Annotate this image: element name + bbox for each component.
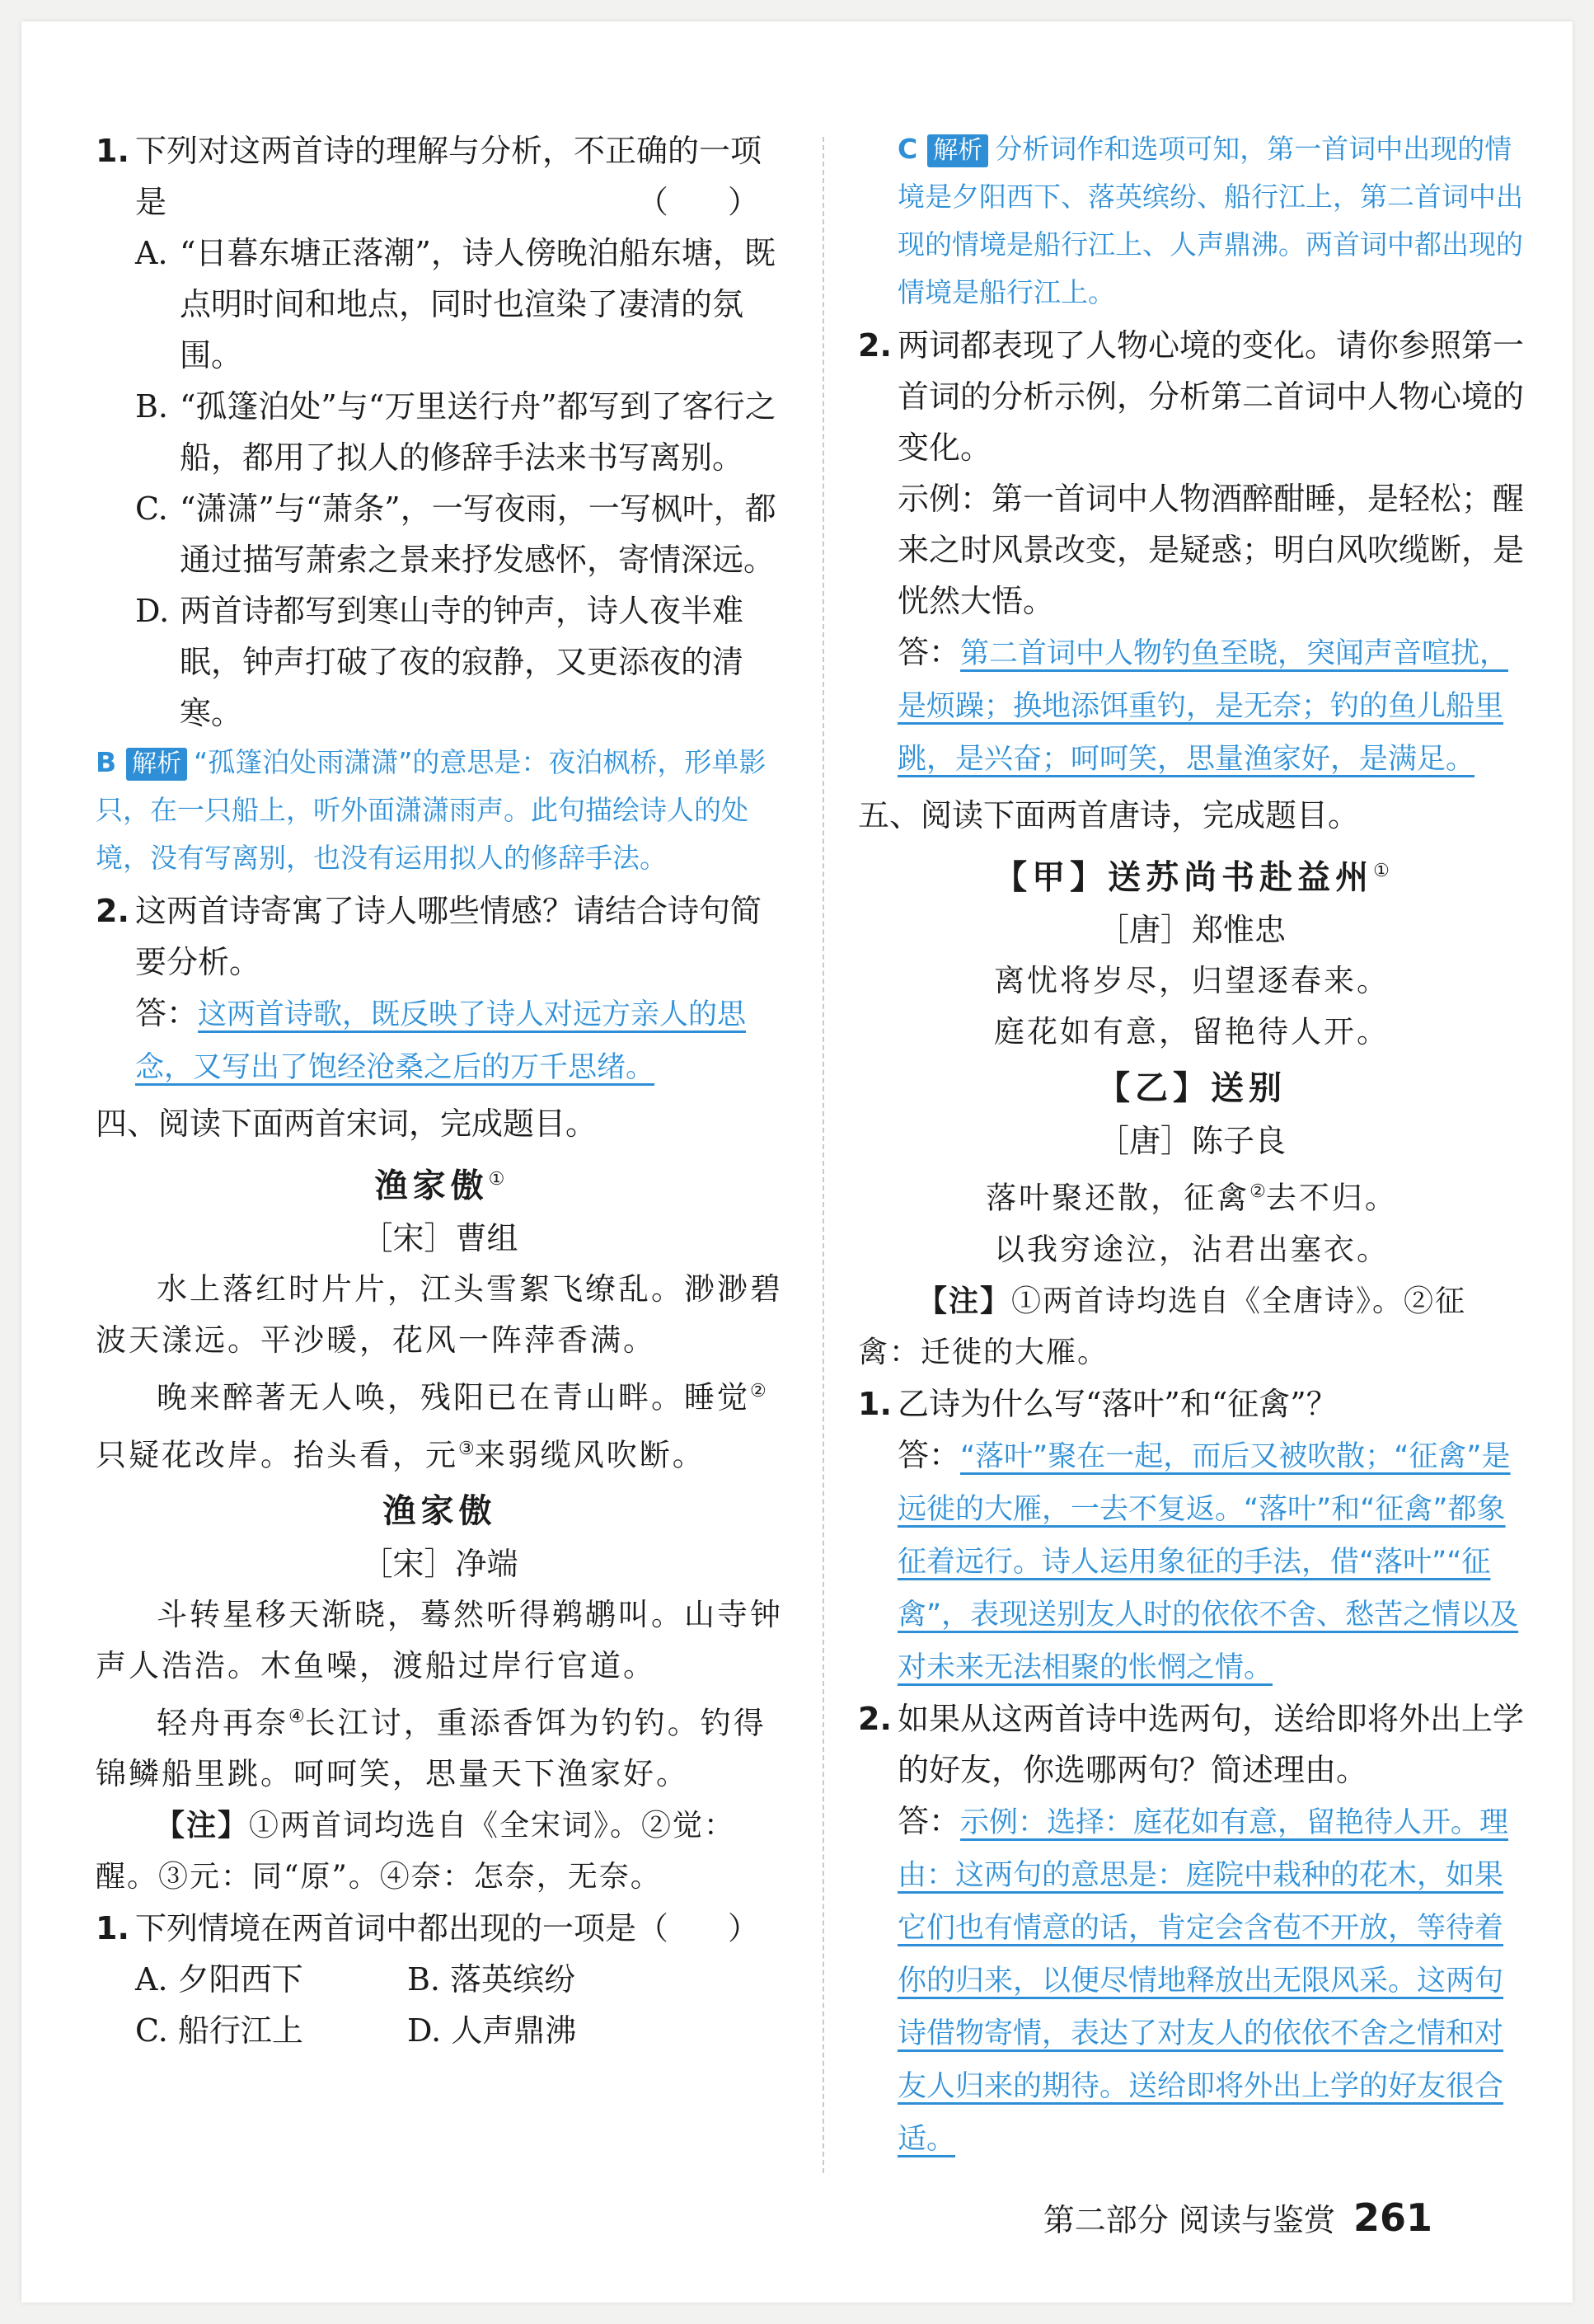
poem-title: 【甲】送苏尚书赴益州① (994, 857, 1390, 897)
analysis-text: “孤篷泊处雨潇潇”的意思是：夜泊枫桥，形单影只，在一只船上，听外面潇潇雨声。此句描绘诗人的处境，没有写离别，也没有运用拟人的修辞手法。 (96, 746, 767, 874)
option-label: B. (135, 388, 169, 425)
answer-analysis (96, 739, 784, 882)
section-heading: 四、阅读下面两首宋词，完成题目。 (96, 1106, 598, 1142)
answer-label: 答： (135, 995, 199, 1031)
footnote: 【注】①两首诗均选自《全唐诗》。②征禽：迁徙的大雁。 (858, 1283, 1467, 1369)
question-number: 2. (858, 327, 892, 364)
poem-line: 水上落红时片片，江头雪絮飞缭乱。渺渺碧波天漾远。平沙暖，花风一阵萍香满。 (96, 1271, 783, 1359)
answer (858, 1796, 1526, 2165)
example: 示例：第一首词中人物酒醉酣睡，是轻松；醒来之时风景改变，是疑惑；明白风吹缆断，是恍然大悟。 (898, 481, 1525, 619)
page (21, 21, 1573, 2303)
question-text: 如果从这两首诗中选两句，送给即将外出上学的好友，你选哪两句？简述理由。 (898, 1700, 1525, 1788)
left-column (96, 125, 784, 2056)
option-label: C. (135, 491, 168, 527)
question-number: 1. (858, 1385, 892, 1422)
footer-part: 第二部分 (1043, 2202, 1169, 2238)
answer-letter: C (898, 133, 918, 165)
poem-author: ［唐］郑惟忠 (1097, 912, 1286, 949)
answer-label: 答： (898, 634, 961, 670)
question-number: 1. (96, 1910, 129, 1947)
question-1 (858, 1378, 1526, 1430)
option-b: B. 落英缤纷 (407, 1961, 576, 1998)
poem-author: ［唐］陈子良 (1097, 1123, 1286, 1160)
answer (858, 1430, 1526, 1693)
option-label: A. (135, 235, 168, 271)
poem-line: 晚来醉著无人唤，残阳已在青山畔。睡觉②只疑花改岸。抬头看，元③来弱缆风吹断。 (96, 1379, 767, 1472)
option-label: D. (135, 593, 170, 629)
question-text: 两词都表现了人物心境的变化。请你参照第一首词的分析示例，分析第二首词中人物心境的变化。 (898, 327, 1525, 466)
answer-letter: B (96, 746, 117, 778)
column-divider (823, 137, 824, 2173)
analysis-tag: 解析 (927, 134, 988, 167)
answer-label: 答： (898, 1802, 961, 1839)
answer (858, 627, 1526, 785)
poem-line: 轻舟再奈④长江讨，重添香饵为钓钓。钓得锦鳞船里跳。呵呵笑，思量天下渔家好。 (96, 1705, 767, 1792)
answer-text: 第二首词中人物钓鱼至晓，突闻声音喧扰，是烦躁；换地添饵重钓，是无奈；钓的鱼儿船里跳，是兴奋；呵呵笑，思量渔家好，是满足。 (898, 637, 1509, 776)
poem-line: 离忧将岁尽，归望逐春来。 (994, 963, 1390, 999)
option-text: “潇潇”与“萧条”，一写夜雨，一写枫叶，都通过描写萧索之景来抒发感怀，寄情深远。 (180, 491, 776, 578)
answer-analysis (858, 125, 1526, 317)
option-row (96, 1954, 784, 2005)
answer-text: 示例：选择：庭花如有意，留艳待人开。理由：这两句的意思是：庭院中栽种的花木，如果它们也有情意的话，肯定会含苞不开放，等待着你的归来，以便尽情地释放出无限风采。这两句诗借物寄情，表达了对友人的依依不舍之情和对友人归来的期待。送给即将外出上学的好友很合适。 (898, 1805, 1509, 2156)
question-1 (96, 125, 784, 228)
answer-text: 这两首诗歌，既反映了诗人对远方亲人的思念，又写出了饱经沧桑之后的万千思绪。 (135, 998, 747, 1084)
page-number: 261 (1353, 2195, 1432, 2240)
poem-title: 渔家傲① (374, 1166, 505, 1205)
footer-section: 阅读与鉴赏 (1178, 2202, 1335, 2238)
poem-title: 渔家傲 (382, 1491, 497, 1530)
answer-blank: （ ） (636, 1910, 784, 1947)
option-row (96, 2005, 784, 2056)
section-heading: 五、阅读下面两首唐诗，完成题目。 (858, 797, 1360, 833)
question-2 (858, 320, 1526, 473)
right-column (858, 125, 1526, 2165)
option-c (96, 483, 784, 585)
question-number: 2. (96, 893, 129, 929)
question-number: 1. (96, 133, 129, 169)
option-d (96, 585, 784, 739)
option-d: D. 人声鼎沸 (407, 2012, 577, 2049)
answer-label: 答： (898, 1436, 961, 1473)
poem-title: 【乙】送别 (1097, 1068, 1287, 1108)
question-2 (96, 885, 784, 988)
question-text: 这两首诗寄寓了诗人哪些情感？请结合诗句简要分析。 (135, 893, 762, 980)
option-text: 两首诗都写到寒山寺的钟声，诗人夜半难眠，钟声打破了夜的寂静，又更添夜的清寒。 (180, 593, 744, 731)
footnote: 【注】①两首词均选自《全宋词》。②觉：醒。③元：同“原”。④奈：怎奈，无奈。 (96, 1808, 736, 1894)
question-text: 下列情境在两首词中都出现的一项是 (135, 1910, 637, 1947)
answer-text: “落叶”聚在一起，而后又被吹散；“征禽”是远徙的大雁，一去不复返。“落叶”和“征禽”都象征着远行。诗人运用象征的手法，借“落叶”“征禽”，表现送别友人时的依依不舍、愁苦之情以及对未来无法相聚的怅惘之情。 (898, 1439, 1519, 1684)
option-c: C. 船行江上 (135, 2012, 303, 2049)
question-2 (858, 1693, 1526, 1796)
option-text: “日暮东塘正落潮”，诗人傍晚泊船东塘，既点明时间和地点，同时也渲染了凄清的氛围。 (180, 235, 776, 373)
footnote-marker: ① (1373, 861, 1390, 881)
option-a (96, 228, 784, 381)
option-text: “孤篷泊处”与“万里送行舟”都写到了客行之船，都用了拟人的修辞手法来书写离别。 (180, 388, 776, 476)
question-number: 2. (858, 1700, 892, 1737)
answer-blank: （ ） (636, 184, 784, 220)
poem-line: 斗转星移天渐晓，蓦然听得鹈鹕叫。山寺钟声人浩浩。木鱼噪，渡船过岸行官道。 (96, 1596, 783, 1683)
poem-author: ［宋］净端 (361, 1545, 518, 1582)
analysis-text: 分析词作和选项可知，第一首词中出现的情境是夕阳西下、落英缤纷、船行江上，第二首词中出现的情境是船行江上、人声鼎沸。两首词中都出现的情境是船行江上。 (898, 133, 1523, 308)
poem-line: 以我穷途泣，沾君出塞衣。 (994, 1231, 1390, 1267)
poem-line: 庭花如有意，留艳待人开。 (994, 1014, 1390, 1050)
analysis-tag: 解析 (126, 748, 187, 781)
question-1 (96, 1903, 784, 1954)
option-a: A. 夕阳西下 (135, 1961, 303, 1998)
footnote-marker: ① (488, 1169, 505, 1190)
page-footer (1043, 2195, 1432, 2240)
poem-line: 落叶聚还散，征禽②去不归。 (986, 1180, 1398, 1216)
answer (96, 988, 784, 1093)
poem-author: ［宋］曹组 (361, 1220, 518, 1257)
option-b (96, 381, 784, 483)
question-text: 乙诗为什么写“落叶”和“征禽”？ (898, 1385, 1338, 1422)
question-text: 下列对这两首诗的理解与分析，不正确的一项是 (135, 133, 762, 220)
